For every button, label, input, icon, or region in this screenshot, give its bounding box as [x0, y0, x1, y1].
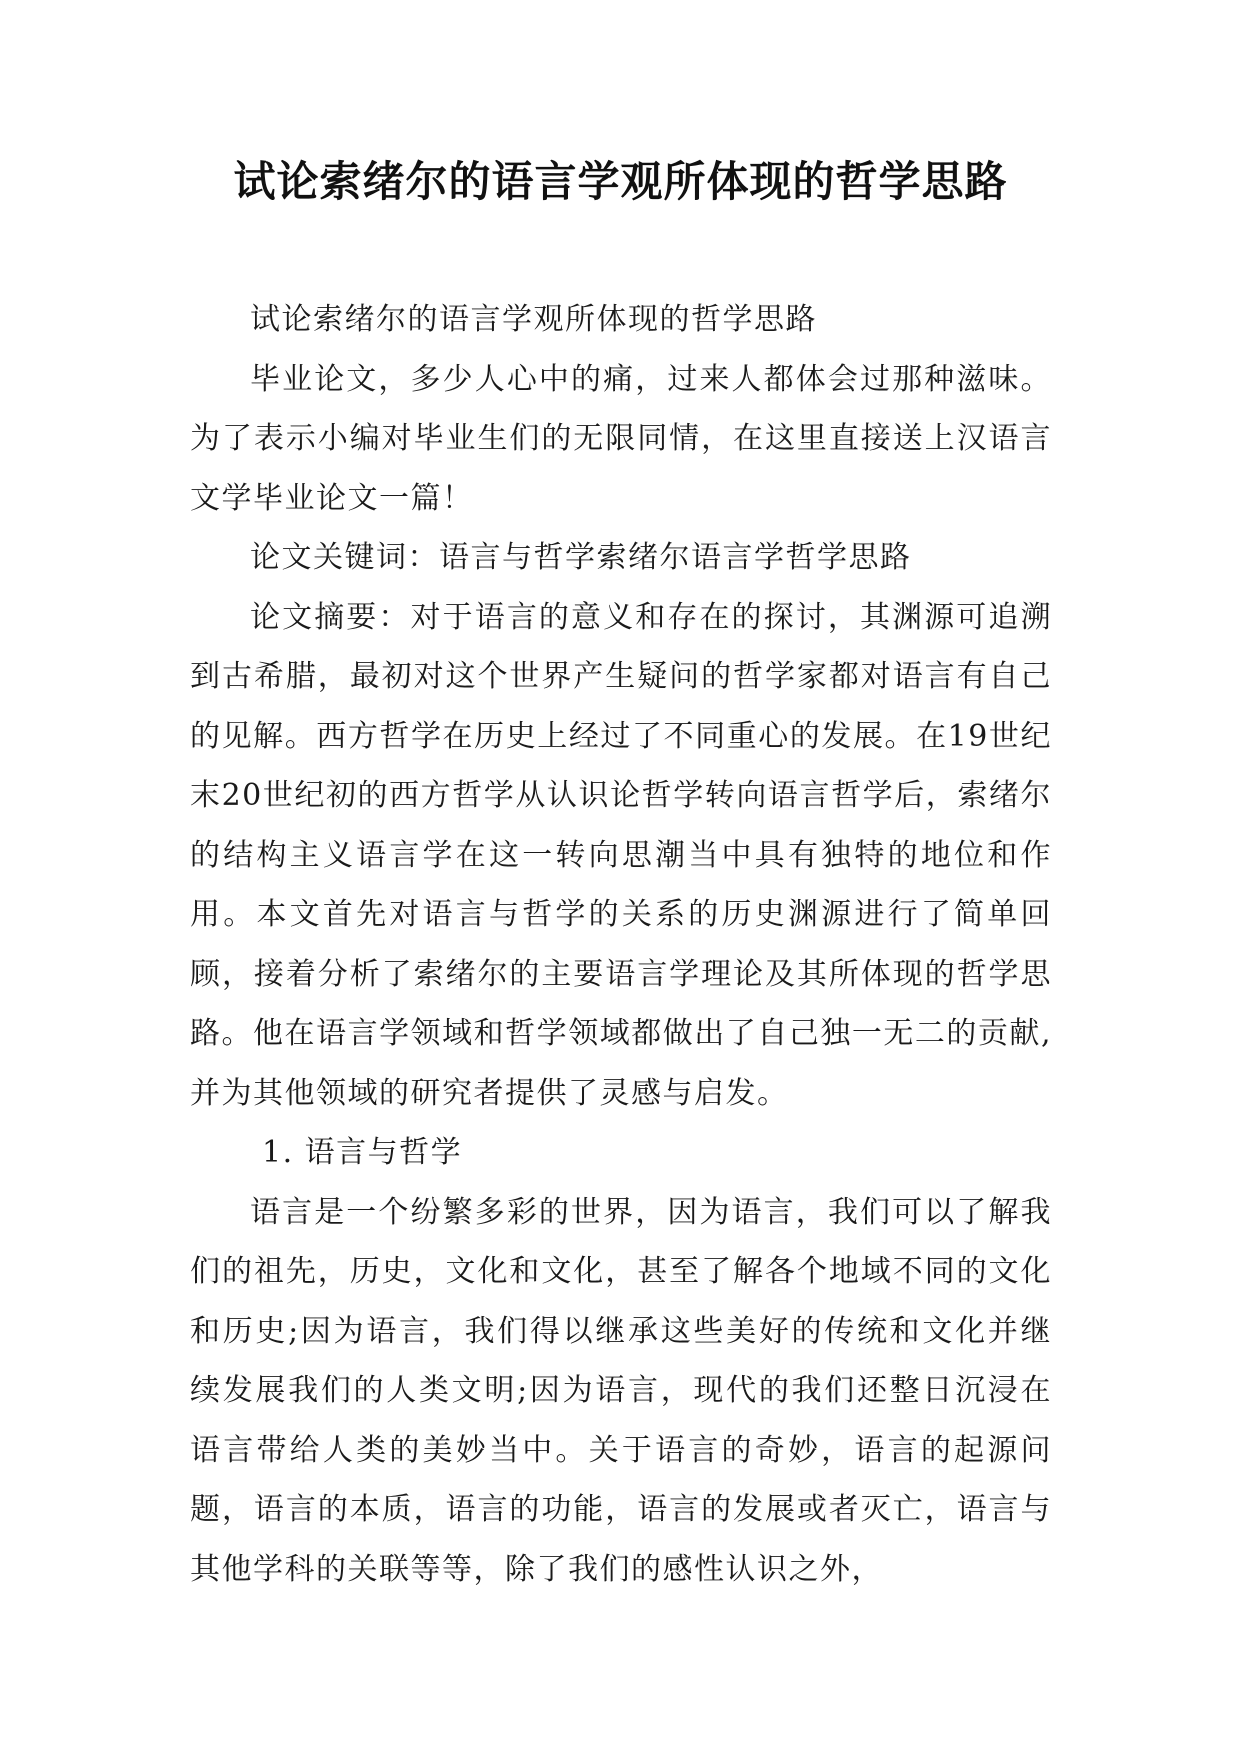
abstract-paragraph: 论文摘要：对于语言的意义和存在的探讨，其渊源可追溯到古希腊，最初对这个世界产生疑问的哲学家都对语言有自己的见解。西方哲学在历史上经过了不同重心的发展。在19世纪末20世纪初的西方哲学从认识论哲学转向语言哲学后，索绪尔的结构主义语言学在这一转向思潮当中具有独特的地位和作用。本文首先对语言与哲学的关系的历史渊源进行了简单回顾，接着分析了索绪尔的主要语言学理论及其所体现的哲学思路。他在语言学领域和哲学领域都做出了自己独一无二的贡献,并为其他领域的研究者提供了灵感与启发。: [190, 599, 1052, 1111]
document-title: 试论索绪尔的语言学观所体现的哲学思路: [233, 157, 1008, 206]
section-heading: 1. 语言与哲学: [262, 1135, 463, 1170]
document-body: [190, 290, 1052, 1599]
subtitle-paragraph: 试论索绪尔的语言学观所体现的哲学思路: [250, 302, 817, 337]
intro-paragraph: 毕业论文，多少人心中的痛，过来人都体会过那种滋味。为了表示小编对毕业生们的无限同情，在这里直接送上汉语言文学毕业论文一篇！: [190, 361, 1052, 516]
keywords-paragraph: 论文关键词：语言与哲学索绪尔语言学哲学思路: [250, 540, 912, 575]
section-paragraph: 语言是一个纷繁多彩的世界，因为语言，我们可以了解我们的祖先，历史，文化和文化，甚至了解各个地域不同的文化和历史;因为语言，我们得以继承这些美好的传统和文化并继续发展我们的人类文明;因为语言，现代的我们还整日沉浸在语言带给人类的美妙当中。关于语言的奇妙，语言的起源问题，语言的本质，语言的功能，语言的发展或者灭亡，语言与其他学科的关联等等，除了我们的感性认识之外，: [190, 1194, 1052, 1587]
